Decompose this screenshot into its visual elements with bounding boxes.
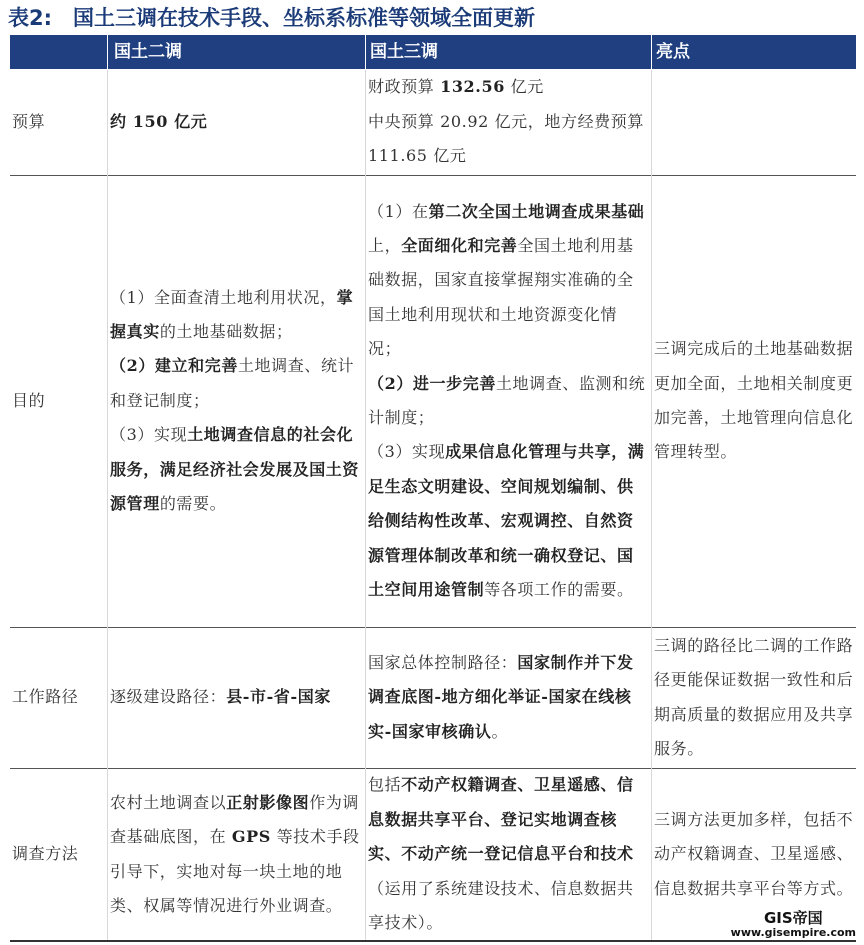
cell-paragraph	[368, 646, 650, 749]
bold-text: 全面细化和完善	[401, 235, 518, 255]
body-text: 国家总体控制路径：	[368, 652, 518, 672]
body-text: 逐级建设路径：	[110, 687, 227, 707]
header-separator	[651, 35, 652, 69]
cell-erdiao-budget	[110, 70, 364, 174]
body-text: 包括	[368, 775, 402, 795]
body-text: （3）实现	[110, 425, 188, 445]
table-header	[10, 35, 856, 69]
watermark-title: GIS帝国	[763, 909, 823, 927]
bold-text: 正射影像图	[226, 792, 310, 812]
body-text: 三调完成后的土地基础数据更加全面，土地相关制度更加完善，土地管理向信息化管理转型。	[654, 339, 854, 462]
body-text: 农村土地调查以	[110, 792, 227, 812]
cell-paragraph	[654, 332, 854, 470]
body-text: 等各项工作的需要。	[484, 580, 634, 600]
row-label-budget	[12, 70, 102, 174]
bold-text: （2）建立和完善	[110, 356, 238, 376]
body-text: 土地调查、统计和登记制度；	[110, 356, 355, 410]
body-text: （运用了系统建设技术、信息数据共享技术）。	[368, 878, 634, 933]
cell-erdiao-work-path	[110, 628, 364, 767]
row-label-work-path	[12, 628, 102, 767]
bold-text: 132.56	[440, 77, 505, 97]
cell-paragraph	[654, 803, 854, 906]
cell-paragraph	[368, 435, 650, 607]
cell-paragraph	[368, 367, 650, 436]
body-text: 中央预算 20.92 亿元，地方经费预算 111.65 亿元	[368, 111, 644, 166]
cell-paragraph	[368, 105, 650, 174]
cell-paragraph	[368, 769, 650, 940]
table-title: 表2: 国土三调在技术手段、坐标系标准等领域全面更新	[8, 6, 536, 30]
header-separator	[107, 35, 108, 69]
cell-highlight-budget	[654, 70, 854, 174]
cell-sandiao-purpose	[368, 176, 650, 626]
body-text: 全国土地利用基础数据，国家直接掌握翔实准确的全国土地利用现状和土地资源变化情况；	[368, 235, 634, 359]
bold-text: 不动产权籍调查、卫星遥感、信息数据共享平台、登记实地调查核实、不动产统一登记信息平台和技术	[368, 775, 634, 864]
body-text: （1）全面查清土地利用状况，	[110, 287, 337, 307]
body-text: 三调方法更加多样，包括不动产权籍调查、卫星遥感、信息数据共享平台等方式。	[654, 809, 854, 898]
bold-text: 县-市-省-国家	[226, 687, 331, 707]
cell-paragraph	[654, 629, 854, 767]
cell-paragraph	[110, 349, 364, 418]
column-divider	[651, 70, 652, 940]
cell-paragraph	[110, 281, 364, 350]
watermark-url: www.gisempire.com	[730, 926, 856, 939]
row-label-text: 工作路径	[12, 687, 79, 707]
column-divider	[365, 70, 366, 940]
body-text: 等技术手段引导下，实地对每一块土地的地类、权属等情况进行外业调查。	[110, 827, 360, 915]
body-text: 。	[491, 721, 509, 741]
header-col-erdiao: 国土二调	[114, 42, 182, 62]
body-text: 的土地基础数据；	[159, 321, 293, 341]
body-text: 土地调查、监测和统计制度；	[368, 373, 646, 427]
cell-paragraph	[110, 418, 364, 521]
bold-text: 土地调查信息的社会化服务，满足经济社会发展及国土资源管理	[110, 425, 360, 514]
body-text: 财政预算	[368, 77, 441, 97]
table-bottom-border	[10, 940, 856, 942]
row-label-text: 调查方法	[12, 844, 79, 864]
cell-erdiao-purpose	[110, 176, 364, 626]
bold-text: 第二次全国土地调查成果基础	[428, 201, 645, 221]
table-row-budget	[10, 70, 856, 174]
bold-text: 约 150 亿元	[110, 111, 208, 131]
row-label-survey-method	[12, 769, 102, 940]
cell-sandiao-work-path	[368, 628, 650, 767]
header-separator	[365, 35, 366, 69]
cell-paragraph	[110, 786, 364, 924]
body-text: 的需要。	[159, 494, 227, 514]
cell-paragraph	[110, 680, 364, 714]
bold-text: （2）进一步完善	[368, 373, 496, 393]
row-label-text: 预算	[12, 111, 46, 131]
cell-highlight-work-path	[654, 628, 854, 767]
row-label-text: 目的	[12, 390, 46, 410]
cell-paragraph	[368, 70, 650, 104]
body-text: 上，	[368, 235, 402, 255]
body-text: 三调的路径比二调的工作路径更能保证数据一致性和后期高质量的数据应用及共享服务。	[654, 635, 854, 758]
bold-text: 掌握真实	[110, 287, 354, 341]
table-row-purpose	[10, 176, 856, 626]
cell-paragraph	[110, 105, 364, 139]
header-col-highlights: 亮点	[656, 42, 690, 62]
bold-text: 成果信息化管理与共享，满足生态文明建设、空间规划编制、供给侧结构性改革、宏观调控、自然资源管理体制改革和统一确权登记、国土空间用途管制	[368, 442, 645, 600]
row-label-purpose	[12, 176, 102, 626]
body-text: （3）实现	[368, 442, 446, 462]
cell-paragraph	[368, 195, 650, 367]
bold-text: 国家制作并下发调查底图-地方细化举证-国家在线核实-国家审核确认	[368, 652, 634, 741]
body-text: 亿元	[504, 77, 544, 97]
cell-sandiao-survey-method	[368, 769, 650, 940]
body-text: （1）在	[368, 201, 429, 221]
watermark-logo	[731, 910, 856, 939]
column-divider	[107, 70, 108, 940]
table-row-work-path	[10, 628, 856, 767]
cell-sandiao-budget	[368, 70, 650, 174]
table-row-survey-method	[10, 769, 856, 940]
cell-highlight-purpose	[654, 176, 854, 626]
bold-text: GPS	[231, 827, 271, 847]
body-text: 作为调查基础底图，在	[110, 792, 360, 847]
cell-erdiao-survey-method	[110, 769, 364, 940]
header-col-sandiao: 国土三调	[370, 42, 438, 62]
